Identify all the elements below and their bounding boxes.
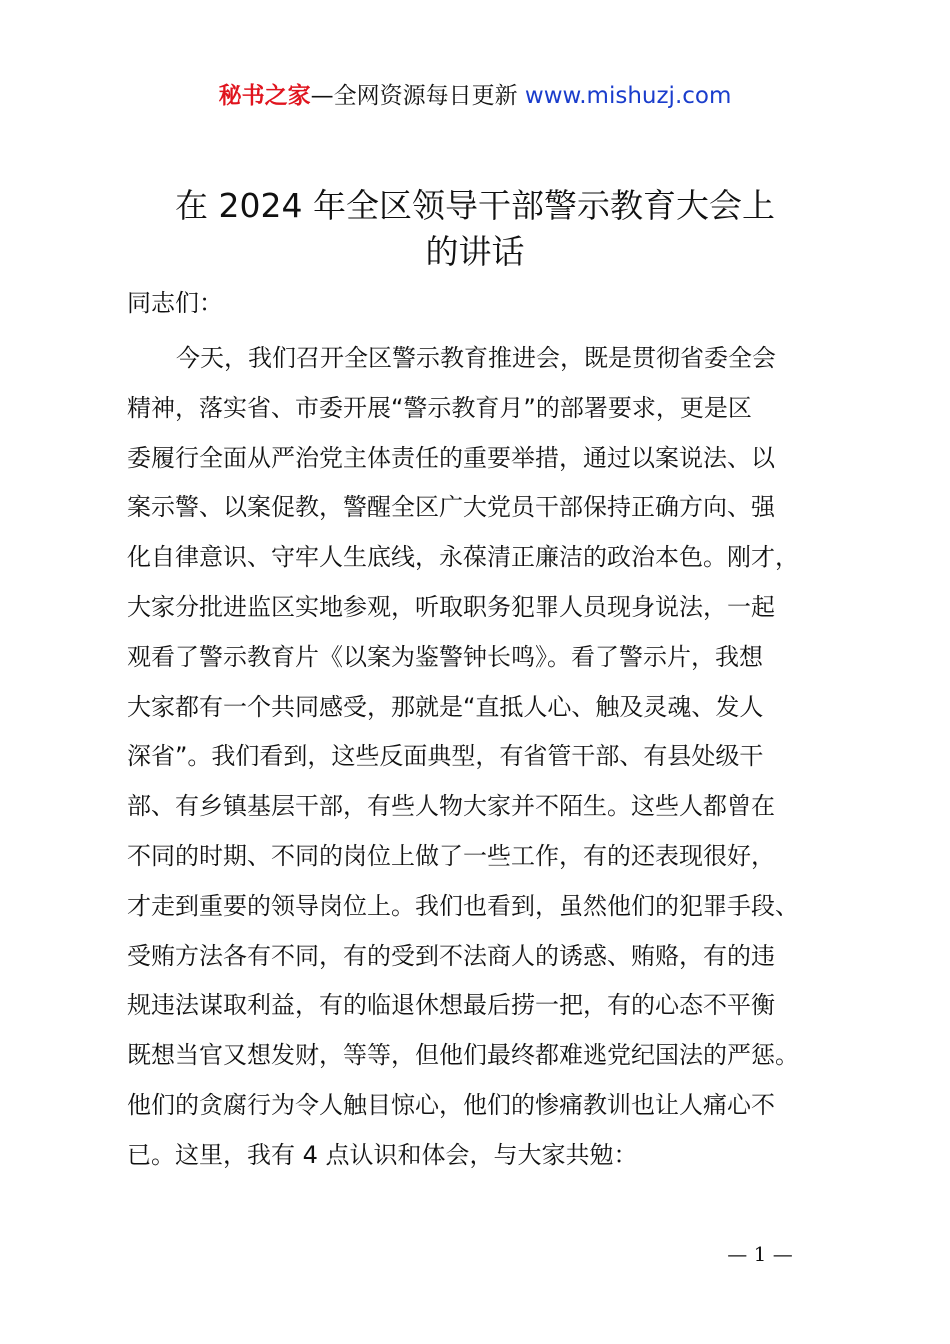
site-url-link[interactable]: www.mishuzj.com	[524, 83, 732, 109]
body-paragraph	[127, 334, 867, 1181]
body-line: 今天，我们召开全区警示教育推进会，既是贯彻省委全会	[176, 344, 776, 372]
title-line-2: 的讲话	[425, 232, 525, 271]
body-line: 精神，落实省、市委开展“警示教育月”的部署要求，更是区	[127, 393, 752, 422]
body-line: 化自律意识、守牢人生底线，永葆清正廉洁的政治本色。刚才，	[127, 543, 799, 572]
body-line: 已。这里，我有 4 点认识和体会，与大家共勉：	[127, 1140, 638, 1169]
document-title	[80, 183, 870, 275]
brand-name: 秘书之家	[218, 83, 311, 109]
body-line: 委履行全面从严治党主体责任的重要举措，通过以案说法、以	[127, 443, 775, 472]
body-line: 才走到重要的领导岗位上。我们也看到，虽然他们的犯罪手段、	[127, 891, 799, 920]
body-line: 不同的时期、不同的岗位上做了一些工作，有的还表现很好，	[127, 841, 775, 870]
body-line: 受贿方法各有不同，有的受到不法商人的诱惑、贿赂，有的违	[127, 941, 775, 970]
header-tagline: —全网资源每日更新	[310, 83, 518, 109]
body-line: 观看了警示教育片《以案为鉴警钟长鸣》。看了警示片，我想	[127, 642, 763, 671]
site-header	[0, 80, 950, 112]
page-number: — 1 —	[727, 1242, 793, 1266]
body-line: 大家分批进监区实地参观，听取职务犯罪人员现身说法，一起	[127, 592, 775, 621]
body-line: 部、有乡镇基层干部，有些人物大家并不陌生。这些人都曾在	[127, 792, 775, 821]
title-line-1: 在 2024 年全区领导干部警示教育大会上	[175, 186, 775, 225]
body-line: 深省”。我们看到，这些反面典型，有省管干部、有县处级干	[127, 742, 764, 771]
body-line: 既想当官又想发财，等等，但他们最终都难逃党纪国法的严惩。	[127, 1041, 799, 1070]
body-line: 他们的贪腐行为令人触目惊心，他们的惨痛教训也让人痛心不	[127, 1090, 775, 1119]
body-line: 案示警、以案促教，警醒全区广大党员干部保持正确方向、强	[127, 493, 775, 522]
body-line: 规违法谋取利益，有的临退休想最后捞一把，有的心态不平衡	[127, 991, 775, 1020]
salutation: 同志们：	[127, 289, 223, 317]
body-line: 大家都有一个共同感受，那就是“直抵人心、触及灵魂、发人	[127, 692, 764, 721]
